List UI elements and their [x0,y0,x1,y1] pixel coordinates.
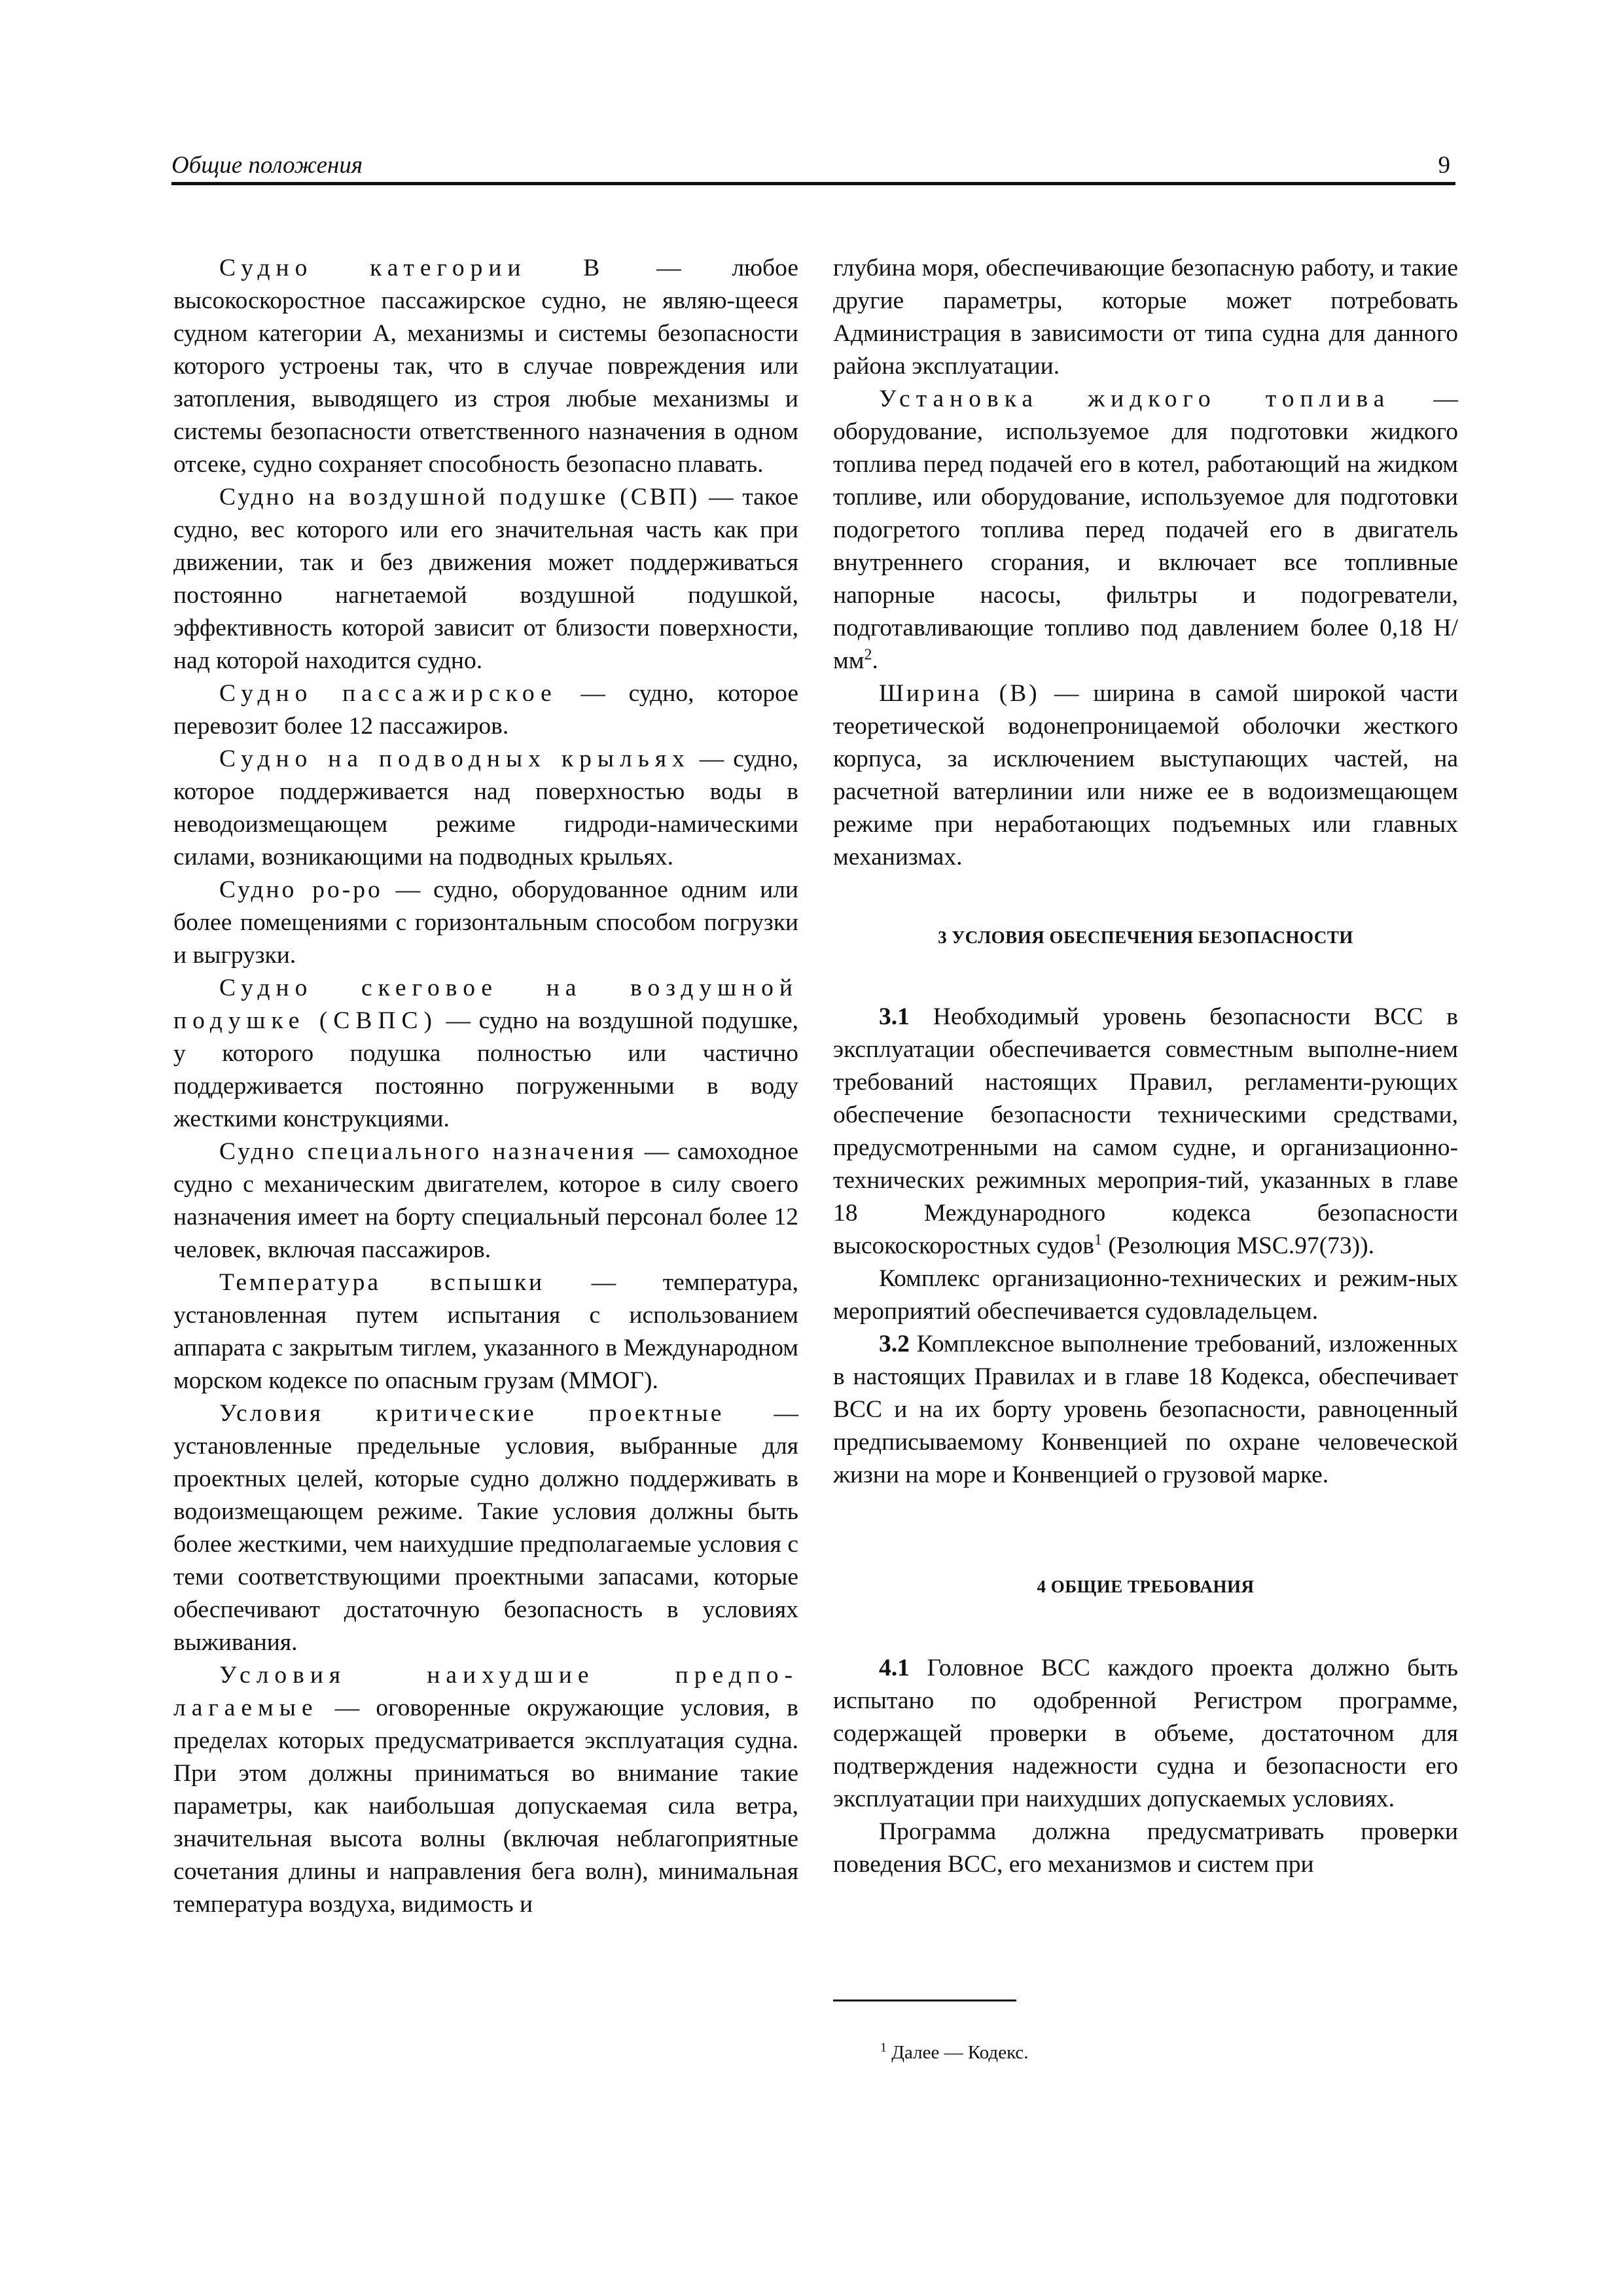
section-heading-3: 3 УСЛОВИЯ ОБЕСПЕЧЕНИЯ БЕЗОПАСНОСТИ [938,927,1353,947]
definition-paragraph: Судно на подводных крыльях — судно, которое поддерживается над поверхностью воды в неводоизмещающем режиме гидроди-намическими силами, возникающими на подводных крыльях. [173,745,798,870]
defined-term: Судно скеговое на воздушной подушке (СВПС) [173,975,798,1034]
footnote-mark: 1 [880,2040,887,2055]
clause-number: 3.2 [879,1331,910,1357]
defined-term: Ширина (В) [879,680,1040,707]
definition-paragraph: Судно специального назначения — самоходное судно с механическим двигателем, которое в силу своего назначения имеет на борту специальный персонал более 12 человек, включая пассажиров. [173,1138,798,1263]
definition-text: установленные предельные условия, выбранные для проектных целей, которые судно должно поддерживать в водоизмещающем режиме. Такие условия должны быть более жесткими, чем наихудшие предполагаемые условия с теми соответствующими проектными запасами, которые обеспечивают достаточную безопасность в условиях выживания. [173,1433,798,1656]
running-header-title: Общие положения [171,152,363,179]
defined-term: Судно пассажирское [219,680,558,707]
definition-text: температура, установленная путем испытания с использованием аппарата с закрытым тиглем, указанного в Международном морском кодексе по опасным грузам (ММОГ). [173,1269,798,1394]
superscript: 2 [864,646,872,664]
definition-paragraph: Температура вспышки — температура, установленная путем испытания с использованием аппарата с закрытым тиглем, указанного в Международном морском кодексе по опасным грузам (ММОГ). [173,1269,798,1394]
definition-paragraph: Судно ро-ро — судно, оборудованное одним или более помещениями с горизонтальным способом погрузки и выгрузки. [173,876,798,969]
definition-paragraph: Условия наихудшие предпо-лагаемые — оговоренные окружающие условия, в пределах которых предусматривается эксплуатация судна. При этом должны приниматься во внимание такие параметры, как наибольшая допускаемая сила ветра, значительная высота волны (включая неблагоприятные сочетания длины и направления бега волн), минимальная температура воздуха, видимость и [173,1662,798,1918]
defined-term: Судно на подводных крыльях [219,745,690,772]
definition-paragraph: Установка жидкого топлива — оборудование, используемое для подготовки жидкого топлива перед подачей его в котел, работающий на жидком топливе, или оборудование, используемое для подготовки подогретого топлива перед подачей его в двигатель внутреннего сгорания, и включает все топливные напорные насосы, фильтры и подогреватели, подготавливающие топливо под давлением более 0,18 $Н/мм^2$. [833,386,1459,674]
clause-number: 3.1 [879,1003,910,1030]
numbered-paragraph: 3.1 Необходимый уровень безопасности ВСС в эксплуатации обеспечивается совместным выполне-нием требований настоящих Правил, регламенти-рующих обеспечение безопасности техническими средствами, предусмотренными на самом судне, и организационно-технических режимных мероприя-тий, указанных в главе 18 Международного кодекса безопасности высокоскоростных судов$^1$ (Резолюция MSC.97(73)). [833,1003,1458,1259]
definition-text: оборудование, используемое для подготовки жидкого топлива перед подачей его в котел, работающий на жидком топливе, или оборудование, используемое для подготовки подогретого топлива перед подачей его в двигатель внутреннего сгорания, и включает все топливные напорные насосы, фильтры и подогреватели, подготавливающие топливо под давлением более 0,18 Н/мм [833,418,1458,674]
running-header [171,144,1455,185]
left-column [173,252,798,1921]
definition-text: судно на воздушной подушке, у которого подушка полностью или частично поддерживается постоянно погруженными в воду жесткими конструкциями. [173,1007,799,1132]
body-paragraph: Комплекс организационно-технических и режим-ных мероприятий обеспечивается судовладельцем. [833,1265,1458,1325]
body-paragraph: Программа должна предусматривать проверки поведения ВСС, его механизмов и систем при [833,1818,1458,1878]
definition-text: такое судно, вес которого или его значительная часть как при движении, так и без движения может поддерживаться постоянно нагнетаемой воздушной подушкой, эффективность которой зависит от близости поверхности, над которой находится судно. [173,484,798,674]
definition-paragraph: Условия критические проектные — установленные предельные условия, выбранные для проектных целей, которые судно должно поддерживать в водоизмещающем режиме. Такие условия должны быть более жесткими, чем наихудшие предполагаемые условия с теми соответствующими проектными запасами, которые обеспечивают достаточную безопасность в условиях выживания. [173,1400,798,1656]
defined-term: Судно на воздушной подушке (СВП) [219,484,700,511]
defined-term: Судно специального назначения [219,1138,637,1165]
footnote-text: Далее — Кодекс. [887,2042,1029,2063]
defined-term: Условия критические проектные [219,1400,724,1427]
footnote [880,2042,1029,2064]
footnote-ref: 1 [1094,1231,1102,1249]
numbered-paragraph: 3.2 Комплексное выполнение требований, изложенных в настоящих Правилах и в главе 18 Кодекса, обеспечивает ВСС и на их борту уровень безопасности, равноценный предписываемому Конвенцией по охране человеческой жизни на море и Конвенцией о грузовой марке. [833,1331,1458,1488]
defined-term: Установка жидкого топлива [879,386,1391,412]
continued-paragraph: глубина моря, обеспечивающие безопасную работу, и такие другие параметры, которые может потребовать Администрация в зависимости от типа судна для данного района эксплуатации. [833,255,1458,380]
definition-text: судно, которое поддерживается над поверхностью воды в неводоизмещающем режиме гидроди-намическими силами, возникающими на подводных крыльях. [173,745,798,870]
definition-text: любое высокоскоростное пассажирское судно, не являю-щееся судном категории А, механизмы и системы безопасности которого устроены так, что в случае повреждения или затопления, выводящего из строя любые механизмы и системы безопасности ответственного назначения в одном отсеке, судно сохраняет способность безопасно плавать. [173,255,798,478]
definition-text: судно, которое перевозит более 12 пассажиров. [173,680,798,740]
definition-paragraph: Судно скеговое на воздушной подушке (СВПС) — судно на воздушной подушке, у которого подушка полностью или частично поддерживается постоянно погруженными в воду жесткими конструкциями. [173,975,799,1132]
definition-paragraph: Судно на воздушной подушке (СВП) — такое судно, вес которого или его значительная часть как при движении, так и без движения может поддерживаться постоянно нагнетаемой воздушной подушкой, эффективность которой зависит от близости поверхности, над которой находится судно. [173,484,798,674]
page-number: 9 [1438,152,1450,179]
clause-number: 4.1 [879,1655,910,1681]
defined-term: Условия наихудшие предпо-лагаемые [173,1662,798,1721]
definition-text: оговоренные окружающие условия, в пределах которых предусматривается эксплуатация судна. При этом должны приниматься во внимание такие параметры, как наибольшая допускаемая сила ветра, значительная высота волны (включая неблагоприятные сочетания длины и направления бега волн), минимальная температура воздуха, видимость и [173,1695,798,1918]
definition-paragraph: Судно категории В — любое высокоскоростное пассажирское судно, не являю-щееся судном категории А, механизмы и системы безопасности которого устроены так, что в случае повреждения или затопления, выводящего из строя любые механизмы и системы безопасности ответственного назначения в одном отсеке, судно сохраняет способность безопасно плавать. [173,255,798,478]
section-heading-4: 4 ОБЩИЕ ТРЕБОВАНИЯ [1037,1577,1255,1596]
defined-term: Температура вспышки [219,1269,545,1296]
footnote-divider [833,2000,1016,2001]
definition-text: судно, оборудованное одним или более помещениями с горизонтальным способом погрузки и выгрузки. [173,876,798,969]
defined-term: Судно ро-ро [219,876,383,903]
defined-term: Судно категории В [219,255,606,281]
definition-paragraph: Ширина (В) — ширина в самой широкой части теоретической водонепроницаемой оболочки жесткого корпуса, за исключением выступающих частей, на расчетной ватерлинии или ниже ее в водоизмещающем режиме при неработающих подъемных или главных механизмах. [833,680,1458,870]
numbered-paragraph: 4.1 Головное ВСС каждого проекта должно быть испытано по одобренной Регистром программе, содержащей проверки в объеме, достаточном для подтверждения надежности судна и безопасности его эксплуатации при наихудших допускаемых условиях. [833,1655,1458,1812]
definition-paragraph: Судно пассажирское — судно, которое перевозит более 12 пассажиров. [173,680,798,740]
definition-text: самоходное судно с механическим двигателем, которое в силу своего назначения имеет на борту специальный персонал более 12 человек, включая пассажиров. [173,1138,798,1263]
definition-text: ширина в самой широкой части теоретической водонепроницаемой оболочки жесткого корпуса, за исключением выступающих частей, на расчетной ватерлинии или ниже ее в водоизмещающем режиме при неработающих подъемных или главных механизмах. [833,680,1458,870]
right-column [833,252,1458,1881]
